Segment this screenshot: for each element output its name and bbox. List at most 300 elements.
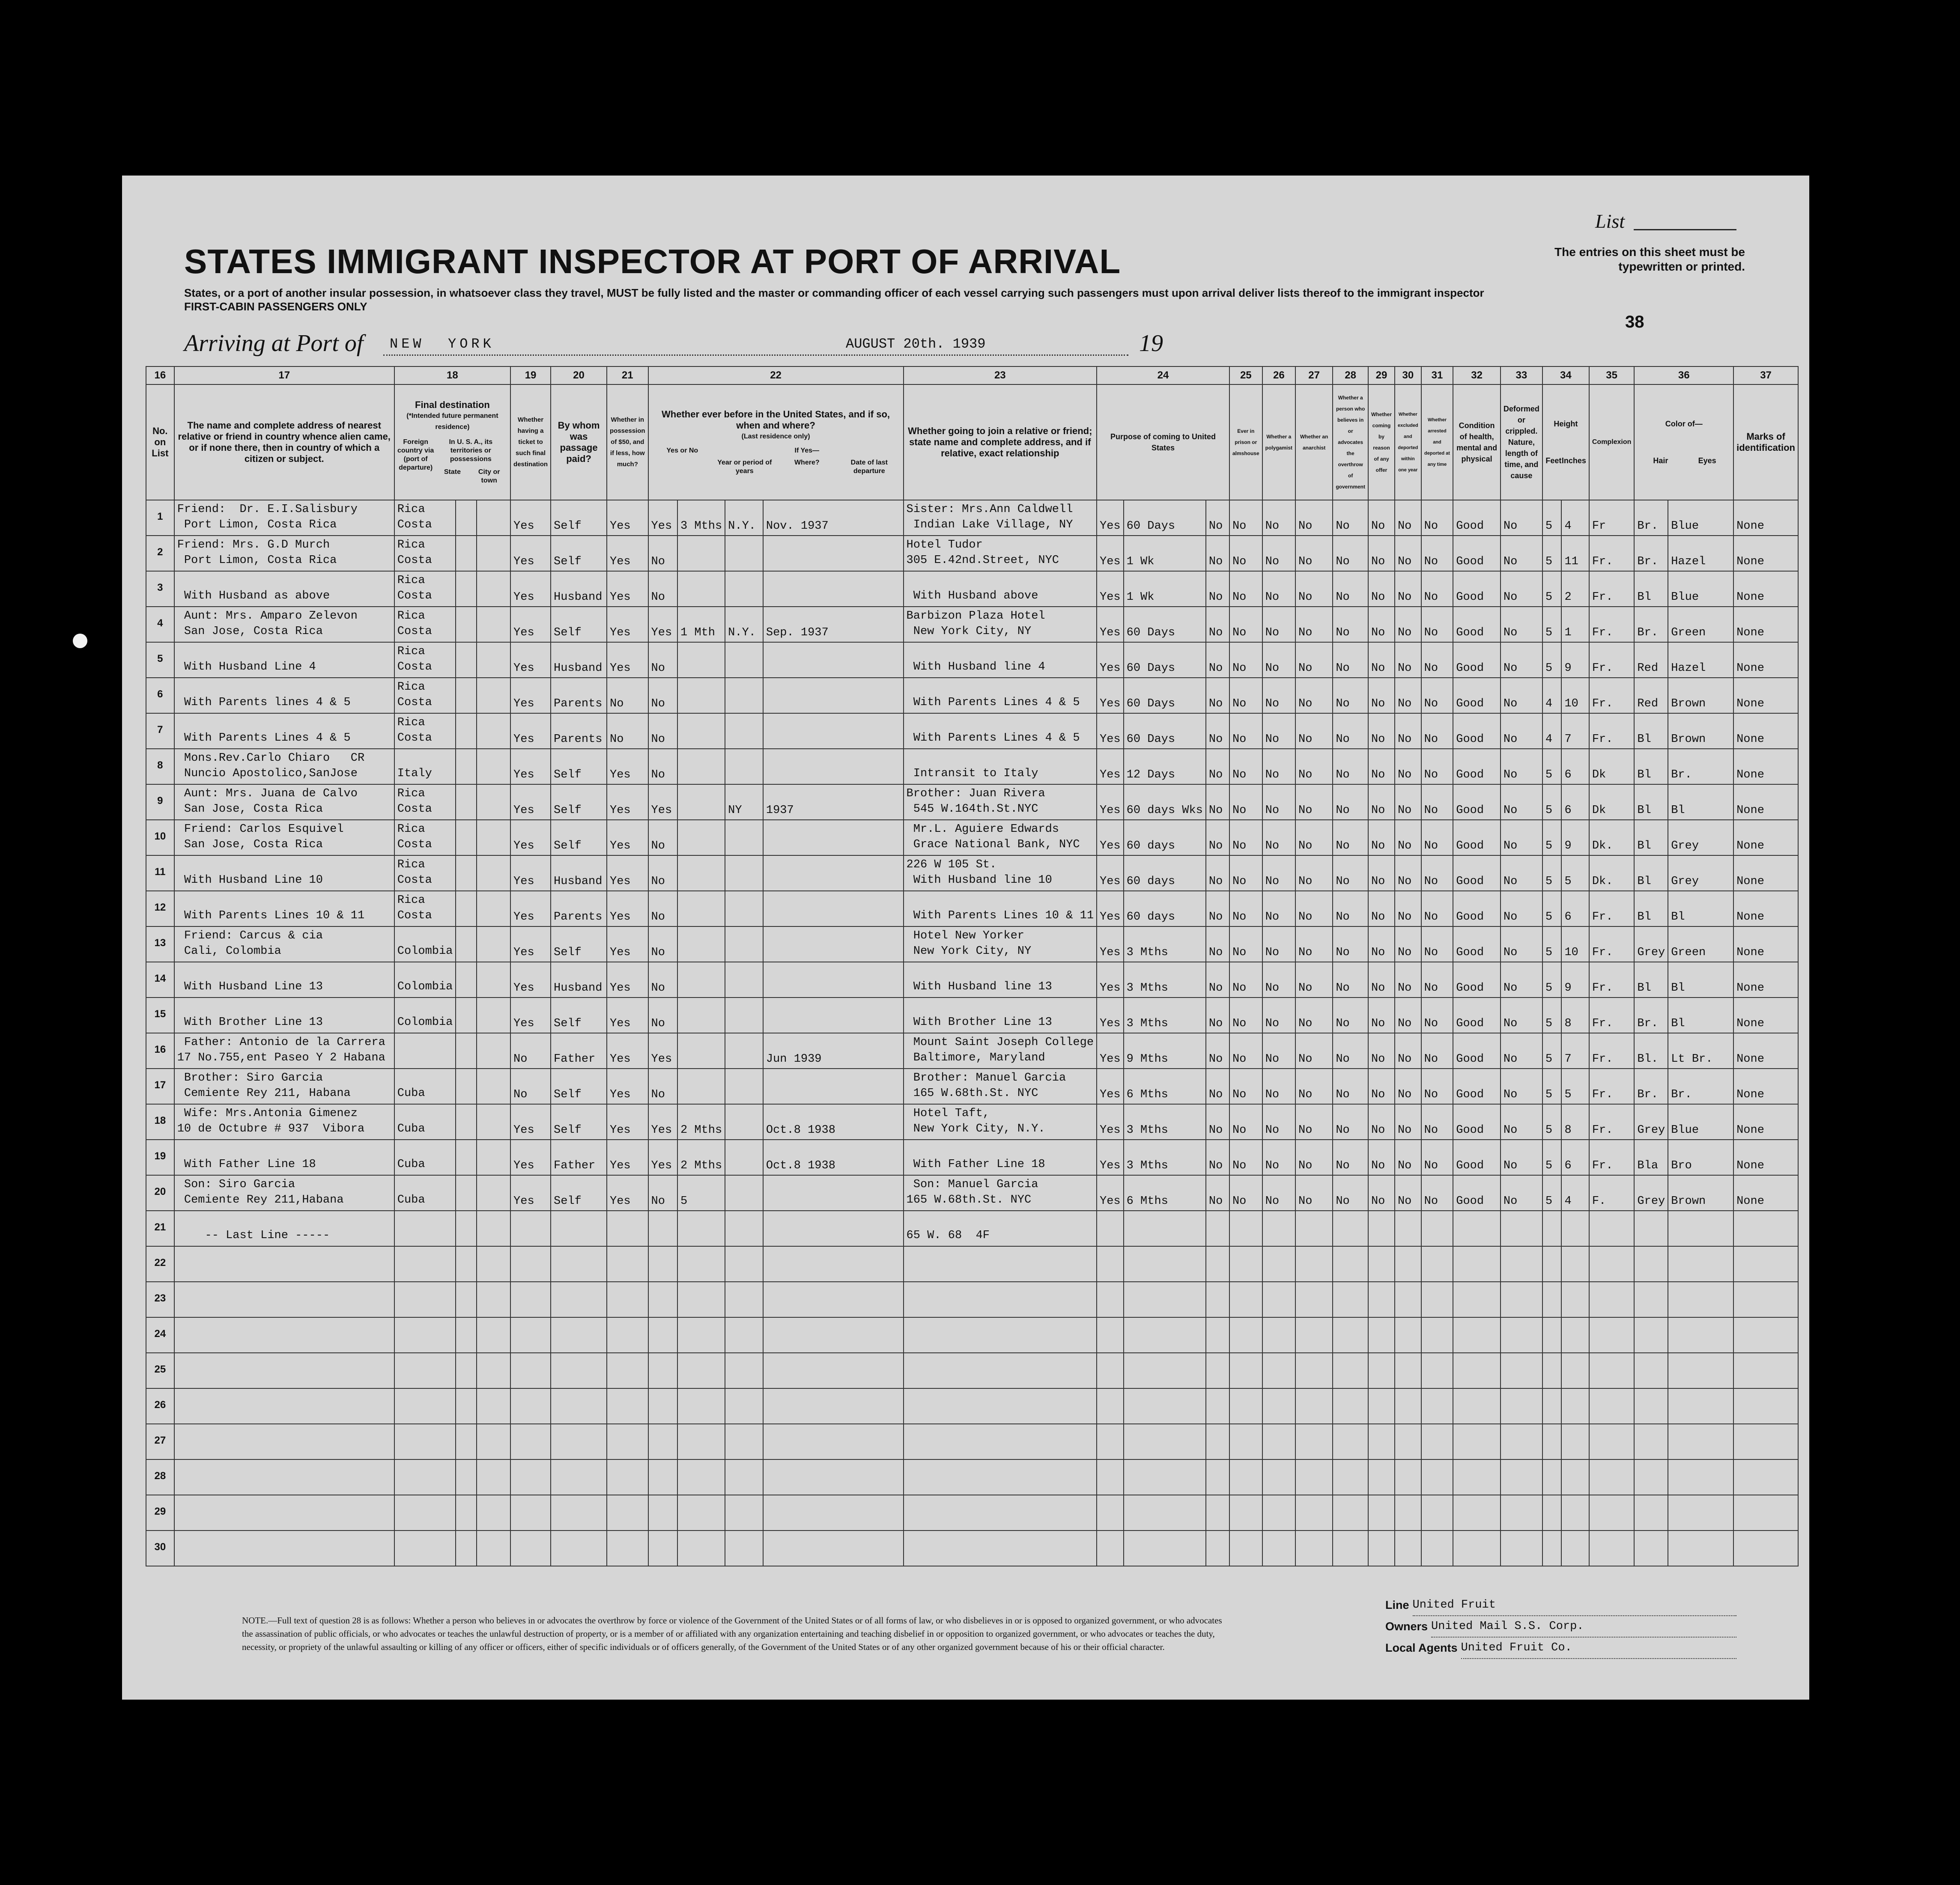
joining-cell: Barbizon Plaza Hotel New York City, NY <box>904 607 1097 642</box>
where-cell <box>725 891 763 926</box>
city-cell <box>477 926 510 962</box>
deformed-cell <box>1501 1246 1542 1282</box>
ticket-cell <box>510 1388 551 1424</box>
line-number: 11 <box>146 855 174 891</box>
q28-cell: No <box>1333 820 1368 855</box>
marks-cell: None <box>1733 891 1798 926</box>
arrival-date: AUGUST 20th. 1939 <box>846 336 986 352</box>
health-cell: Good <box>1453 500 1501 536</box>
line-number: 19 <box>146 1140 174 1175</box>
height-feet-cell <box>1542 1459 1562 1495</box>
deformed-cell: No <box>1501 784 1542 820</box>
q28-cell: No <box>1333 1104 1368 1140</box>
offer-cell: No <box>1368 1069 1395 1104</box>
state-cell <box>456 1246 476 1282</box>
ticket-cell: Yes <box>510 1140 551 1175</box>
ticket-cell: Yes <box>510 713 551 749</box>
health-cell: Good <box>1453 1175 1501 1211</box>
paid-by-cell <box>551 1211 607 1246</box>
eyes-cell: Blue <box>1668 1104 1733 1140</box>
where-cell <box>725 1388 763 1424</box>
before-cell: No <box>648 713 677 749</box>
paid-by-cell: Self <box>551 784 607 820</box>
before-cell: No <box>648 678 677 713</box>
hair-cell <box>1634 1531 1668 1566</box>
polygamist-cell: No <box>1262 749 1295 784</box>
relative-cell: With Husband Line 10 <box>174 855 394 891</box>
purpose-c-cell: No <box>1206 998 1229 1033</box>
hair-cell: Red <box>1634 678 1668 713</box>
purpose-c-cell <box>1206 1282 1229 1317</box>
excluded-cell <box>1395 1353 1421 1388</box>
prison-cell <box>1229 1246 1262 1282</box>
departure-cell <box>763 962 904 998</box>
height-feet-cell: 5 <box>1542 607 1562 642</box>
deformed-cell: No <box>1501 678 1542 713</box>
colnum-30: 30 <box>1395 366 1421 384</box>
ticket-cell: Yes <box>510 607 551 642</box>
marks-cell <box>1733 1317 1798 1353</box>
polygamist-cell: No <box>1262 1104 1295 1140</box>
height-inches-cell <box>1561 1388 1589 1424</box>
line-number: 9 <box>146 784 174 820</box>
line-number: 2 <box>146 536 174 571</box>
year-prefix: 19 <box>1139 330 1163 357</box>
paid-by-cell: Parents <box>551 678 607 713</box>
complexion-cell: Fr. <box>1589 926 1635 962</box>
period-cell <box>677 678 725 713</box>
money-cell: Yes <box>607 1175 648 1211</box>
where-cell: NY <box>725 784 763 820</box>
period-cell <box>677 1424 725 1459</box>
prison-cell <box>1229 1459 1262 1495</box>
joining-cell: Intransit to Italy <box>904 749 1097 784</box>
height-inches-cell: 8 <box>1561 998 1589 1033</box>
city-cell <box>477 1246 510 1282</box>
purpose-a-cell: Yes <box>1097 536 1124 571</box>
health-cell: Good <box>1453 1140 1501 1175</box>
where-cell <box>725 1531 763 1566</box>
departure-cell <box>763 1495 904 1531</box>
excluded-cell <box>1395 1317 1421 1353</box>
before-cell: No <box>648 820 677 855</box>
deported-cell: No <box>1421 820 1453 855</box>
joining-cell: With Husband line 4 <box>904 642 1097 678</box>
money-cell: Yes <box>607 1140 648 1175</box>
period-cell <box>677 749 725 784</box>
date-dotted-line <box>846 354 1128 356</box>
table-row <box>146 749 1798 784</box>
city-cell <box>477 1282 510 1317</box>
anarchist-cell <box>1295 1353 1333 1388</box>
table-row <box>146 1353 1798 1388</box>
polygamist-cell <box>1262 1353 1295 1388</box>
relative-cell <box>174 1317 394 1353</box>
height-feet-cell: 4 <box>1542 678 1562 713</box>
marks-cell: None <box>1733 678 1798 713</box>
colnum-28: 28 <box>1333 366 1368 384</box>
before-cell <box>648 1424 677 1459</box>
anarchist-cell: No <box>1295 926 1333 962</box>
line-number: 8 <box>146 749 174 784</box>
joining-cell: With Parents Lines 10 & 11 <box>904 891 1097 926</box>
joining-cell: With Parents Lines 4 & 5 <box>904 678 1097 713</box>
joining-cell: With Brother Line 13 <box>904 998 1097 1033</box>
header-col26: Whether a polygamist <box>1262 384 1295 500</box>
money-cell: Yes <box>607 1033 648 1069</box>
complexion-cell: Dk <box>1589 784 1635 820</box>
height-feet-cell: 5 <box>1542 1033 1562 1069</box>
owners-label: Owners <box>1385 1620 1428 1633</box>
state-cell <box>456 1069 476 1104</box>
city-cell <box>477 642 510 678</box>
eyes-cell: Brown <box>1668 1175 1733 1211</box>
header-col29: Whether coming by reason of any offer <box>1368 384 1395 500</box>
departure-cell: 1937 <box>763 784 904 820</box>
q28-cell: No <box>1333 855 1368 891</box>
table-row <box>146 1531 1798 1566</box>
state-cell <box>456 1211 476 1246</box>
header-color-of <box>1634 384 1733 500</box>
deported-cell <box>1421 1495 1453 1531</box>
relative-cell: Friend: Carlos Esquivel San Jose, Costa Rica <box>174 820 394 855</box>
height-inches-cell <box>1561 1531 1589 1566</box>
purpose-a-cell: Yes <box>1097 998 1124 1033</box>
q28-cell: No <box>1333 607 1368 642</box>
height-feet-cell <box>1542 1495 1562 1531</box>
anarchist-cell: No <box>1295 1069 1333 1104</box>
deformed-cell: No <box>1501 607 1542 642</box>
state-cell <box>456 962 476 998</box>
q28-cell: No <box>1333 713 1368 749</box>
money-cell: Yes <box>607 820 648 855</box>
deported-cell: No <box>1421 607 1453 642</box>
height-inches-cell <box>1561 1424 1589 1459</box>
anarchist-cell: No <box>1295 1104 1333 1140</box>
marks-cell: None <box>1733 607 1798 642</box>
anarchist-cell <box>1295 1424 1333 1459</box>
state-cell <box>456 891 476 926</box>
anarchist-cell: No <box>1295 678 1333 713</box>
height-inches-cell <box>1561 1282 1589 1317</box>
money-cell: Yes <box>607 891 648 926</box>
relative-cell <box>174 1388 394 1424</box>
where-cell <box>725 1211 763 1246</box>
anarchist-cell <box>1295 1388 1333 1424</box>
purpose-b-cell: 3 Mths <box>1124 998 1206 1033</box>
line-number: 30 <box>146 1531 174 1566</box>
purpose-c-cell: No <box>1206 536 1229 571</box>
where-cell <box>725 642 763 678</box>
excluded-cell <box>1395 1495 1421 1531</box>
state-cell <box>456 998 476 1033</box>
offer-cell: No <box>1368 1175 1395 1211</box>
paid-by-cell <box>551 1424 607 1459</box>
header-final-destination <box>394 384 510 500</box>
purpose-b-cell: 1 Wk <box>1124 571 1206 607</box>
offer-cell: No <box>1368 926 1395 962</box>
period-cell <box>677 1069 725 1104</box>
deformed-cell <box>1501 1282 1542 1317</box>
purpose-b-cell: 60 Days <box>1124 607 1206 642</box>
city-cell <box>477 891 510 926</box>
colnum-19: 19 <box>510 366 551 384</box>
before-cell: Yes <box>648 1140 677 1175</box>
before-cell <box>648 1211 677 1246</box>
purpose-c-cell: No <box>1206 500 1229 536</box>
health-cell: Good <box>1453 642 1501 678</box>
table-row <box>146 784 1798 820</box>
purpose-c-cell: No <box>1206 820 1229 855</box>
joining-cell: Mr.L. Aguiere Edwards Grace National Bank, NYC <box>904 820 1097 855</box>
state-cell <box>456 1282 476 1317</box>
height-feet-cell: 4 <box>1542 713 1562 749</box>
before-cell: No <box>648 855 677 891</box>
complexion-cell: Fr. <box>1589 1140 1635 1175</box>
relative-cell: Aunt: Mrs. Amparo Zelevon San Jose, Costa Rica <box>174 607 394 642</box>
header-yes-no: Yes or No <box>666 447 698 454</box>
complexion-cell <box>1589 1282 1635 1317</box>
top-black-band <box>0 0 1960 64</box>
complexion-cell: F. <box>1589 1175 1635 1211</box>
before-cell <box>648 1459 677 1495</box>
polygamist-cell <box>1262 1424 1295 1459</box>
height-feet-cell <box>1542 1211 1562 1246</box>
colnum-21: 21 <box>607 366 648 384</box>
joining-cell <box>904 1459 1097 1495</box>
before-cell <box>648 1531 677 1566</box>
agents-label: Local Agents <box>1385 1641 1458 1654</box>
q28-cell: No <box>1333 1175 1368 1211</box>
height-inches-cell: 6 <box>1561 749 1589 784</box>
prison-cell: No <box>1229 536 1262 571</box>
purpose-a-cell: Yes <box>1097 1140 1124 1175</box>
purpose-a-cell <box>1097 1353 1124 1388</box>
q28-cell: No <box>1333 784 1368 820</box>
purpose-a-cell: Yes <box>1097 1104 1124 1140</box>
paid-by-cell <box>551 1459 607 1495</box>
offer-cell: No <box>1368 713 1395 749</box>
relative-cell: Friend: Mrs. G.D Murch Port Limon, Costa Rica <box>174 536 394 571</box>
height-feet-cell: 5 <box>1542 1175 1562 1211</box>
offer-cell <box>1368 1531 1395 1566</box>
eyes-cell <box>1668 1353 1733 1388</box>
offer-cell: No <box>1368 962 1395 998</box>
line-number: 23 <box>146 1282 174 1317</box>
offer-cell: No <box>1368 500 1395 536</box>
deformed-cell <box>1501 1353 1542 1388</box>
offer-cell <box>1368 1424 1395 1459</box>
purpose-b-cell <box>1124 1211 1206 1246</box>
deformed-cell: No <box>1501 1175 1542 1211</box>
height-inches-cell: 5 <box>1561 1069 1589 1104</box>
table-row <box>146 1140 1798 1175</box>
paid-by-cell: Self <box>551 536 607 571</box>
purpose-a-cell: Yes <box>1097 749 1124 784</box>
state-cell <box>456 571 476 607</box>
anarchist-cell: No <box>1295 607 1333 642</box>
health-cell: Good <box>1453 1033 1501 1069</box>
purpose-b-cell: 3 Mths <box>1124 1104 1206 1140</box>
relative-cell: Mons.Rev.Carlo Chiaro CR Nuncio Apostolico,SanJose <box>174 749 394 784</box>
purpose-c-cell <box>1206 1424 1229 1459</box>
q28-cell: No <box>1333 500 1368 536</box>
before-cell <box>648 1353 677 1388</box>
complexion-cell: Fr. <box>1589 998 1635 1033</box>
eyes-cell <box>1668 1495 1733 1531</box>
anarchist-cell: No <box>1295 500 1333 536</box>
money-cell: Yes <box>607 1104 648 1140</box>
joining-cell: 226 W 105 St. With Husband line 10 <box>904 855 1097 891</box>
relative-cell: With Husband as above <box>174 571 394 607</box>
paid-by-cell: Parents <box>551 713 607 749</box>
eyes-cell: Grey <box>1668 820 1733 855</box>
before-cell: Yes <box>648 1033 677 1069</box>
paid-by-cell: Father <box>551 1140 607 1175</box>
state-cell <box>456 1104 476 1140</box>
purpose-b-cell: 9 Mths <box>1124 1033 1206 1069</box>
where-cell <box>725 998 763 1033</box>
health-cell <box>1453 1531 1501 1566</box>
where-cell <box>725 1459 763 1495</box>
where-cell <box>725 749 763 784</box>
city-cell <box>477 1175 510 1211</box>
hair-cell: Bl <box>1634 749 1668 784</box>
period-cell <box>677 855 725 891</box>
period-cell <box>677 571 725 607</box>
line-number: 22 <box>146 1246 174 1282</box>
purpose-a-cell: Yes <box>1097 891 1124 926</box>
q28-cell: No <box>1333 642 1368 678</box>
anarchist-cell: No <box>1295 642 1333 678</box>
manifest-body <box>146 500 1798 1566</box>
line-number: 13 <box>146 926 174 962</box>
period-cell <box>677 962 725 998</box>
before-cell: No <box>648 642 677 678</box>
paid-by-cell <box>551 1388 607 1424</box>
excluded-cell <box>1395 1282 1421 1317</box>
deformed-cell: No <box>1501 855 1542 891</box>
purpose-c-cell: No <box>1206 642 1229 678</box>
departure-cell <box>763 1282 904 1317</box>
header-health: Condition of health, mental and physical <box>1453 384 1501 500</box>
money-cell <box>607 1424 648 1459</box>
period-cell <box>677 1495 725 1531</box>
height-inches-cell: 8 <box>1561 1104 1589 1140</box>
height-feet-cell: 5 <box>1542 571 1562 607</box>
eyes-cell: Bl <box>1668 891 1733 926</box>
purpose-b-cell: 60 days <box>1124 855 1206 891</box>
q28-cell: No <box>1333 1033 1368 1069</box>
height-feet-cell: 5 <box>1542 891 1562 926</box>
height-feet-cell: 5 <box>1542 820 1562 855</box>
header-col27: Whether an anarchist <box>1295 384 1333 500</box>
ticket-cell <box>510 1459 551 1495</box>
purpose-c-cell <box>1206 1317 1229 1353</box>
anarchist-cell <box>1295 1317 1333 1353</box>
polygamist-cell: No <box>1262 962 1295 998</box>
prison-cell <box>1229 1495 1262 1531</box>
relative-cell: With Brother Line 13 <box>174 998 394 1033</box>
purpose-c-cell: No <box>1206 1175 1229 1211</box>
color-of-label: Color of— <box>1665 420 1703 428</box>
departure-cell: Oct.8 1938 <box>763 1104 904 1140</box>
offer-cell <box>1368 1317 1395 1353</box>
anarchist-cell: No <box>1295 571 1333 607</box>
purpose-b-cell <box>1124 1459 1206 1495</box>
height-inches-cell: 2 <box>1561 571 1589 607</box>
anarchist-cell <box>1295 1282 1333 1317</box>
health-cell: Good <box>1453 713 1501 749</box>
eyes-cell: Hazel <box>1668 642 1733 678</box>
state-cell <box>456 1140 476 1175</box>
marks-cell <box>1733 1388 1798 1424</box>
departure-cell <box>763 749 904 784</box>
entries-note: The entries on this sheet must be typewritten or printed. <box>1554 245 1745 273</box>
purpose-a-cell <box>1097 1211 1124 1246</box>
deported-cell: No <box>1421 1175 1453 1211</box>
paid-by-cell <box>551 1282 607 1317</box>
table-row <box>146 1317 1798 1353</box>
complexion-cell: Fr. <box>1589 607 1635 642</box>
height-label: Height <box>1554 420 1578 428</box>
deformed-cell <box>1501 1424 1542 1459</box>
purpose-b-cell: 60 days Wks <box>1124 784 1206 820</box>
excluded-cell: No <box>1395 678 1421 713</box>
height-inches-cell <box>1561 1459 1589 1495</box>
hair-cell: Bl. <box>1634 1033 1668 1069</box>
marks-cell: None <box>1733 926 1798 962</box>
hair-cell: Bl <box>1634 891 1668 926</box>
header-period: Year or period of years <box>717 459 772 475</box>
money-cell <box>607 1317 648 1353</box>
marks-cell <box>1733 1246 1798 1282</box>
before-cell <box>648 1495 677 1531</box>
joining-cell: With Parents Lines 4 & 5 <box>904 713 1097 749</box>
health-cell: Good <box>1453 820 1501 855</box>
departure-cell: Nov. 1937 <box>763 500 904 536</box>
anarchist-cell: No <box>1295 855 1333 891</box>
header-col31: Whether arrested and deported at any time <box>1421 384 1453 500</box>
header-before-in-us <box>648 384 904 500</box>
complexion-cell <box>1589 1495 1635 1531</box>
manifest-table <box>146 366 1799 1566</box>
colnum-24: 24 <box>1097 366 1229 384</box>
excluded-cell <box>1395 1459 1421 1495</box>
complexion-cell: Fr. <box>1589 678 1635 713</box>
excluded-cell: No <box>1395 891 1421 926</box>
relative-cell <box>174 1459 394 1495</box>
height-feet-cell: 5 <box>1542 998 1562 1033</box>
prison-cell: No <box>1229 1104 1262 1140</box>
where-cell <box>725 1353 763 1388</box>
complexion-cell: Fr. <box>1589 962 1635 998</box>
excluded-cell <box>1395 1246 1421 1282</box>
foreign-country-cell: Rica Costa <box>394 500 456 536</box>
eyes-cell <box>1668 1424 1733 1459</box>
before-cell: No <box>648 926 677 962</box>
joining-cell <box>904 1531 1097 1566</box>
hair-cell: Bl <box>1634 820 1668 855</box>
period-cell <box>677 926 725 962</box>
q28-cell: No <box>1333 1069 1368 1104</box>
joining-cell: Hotel New Yorker New York City, NY <box>904 926 1097 962</box>
relative-cell <box>174 1424 394 1459</box>
deported-cell: No <box>1421 855 1453 891</box>
relative-cell: Father: Antonio de la Carrera 17 No.755,ent Paseo Y 2 Habana <box>174 1033 394 1069</box>
table-row <box>146 500 1798 536</box>
anarchist-cell <box>1295 1459 1333 1495</box>
